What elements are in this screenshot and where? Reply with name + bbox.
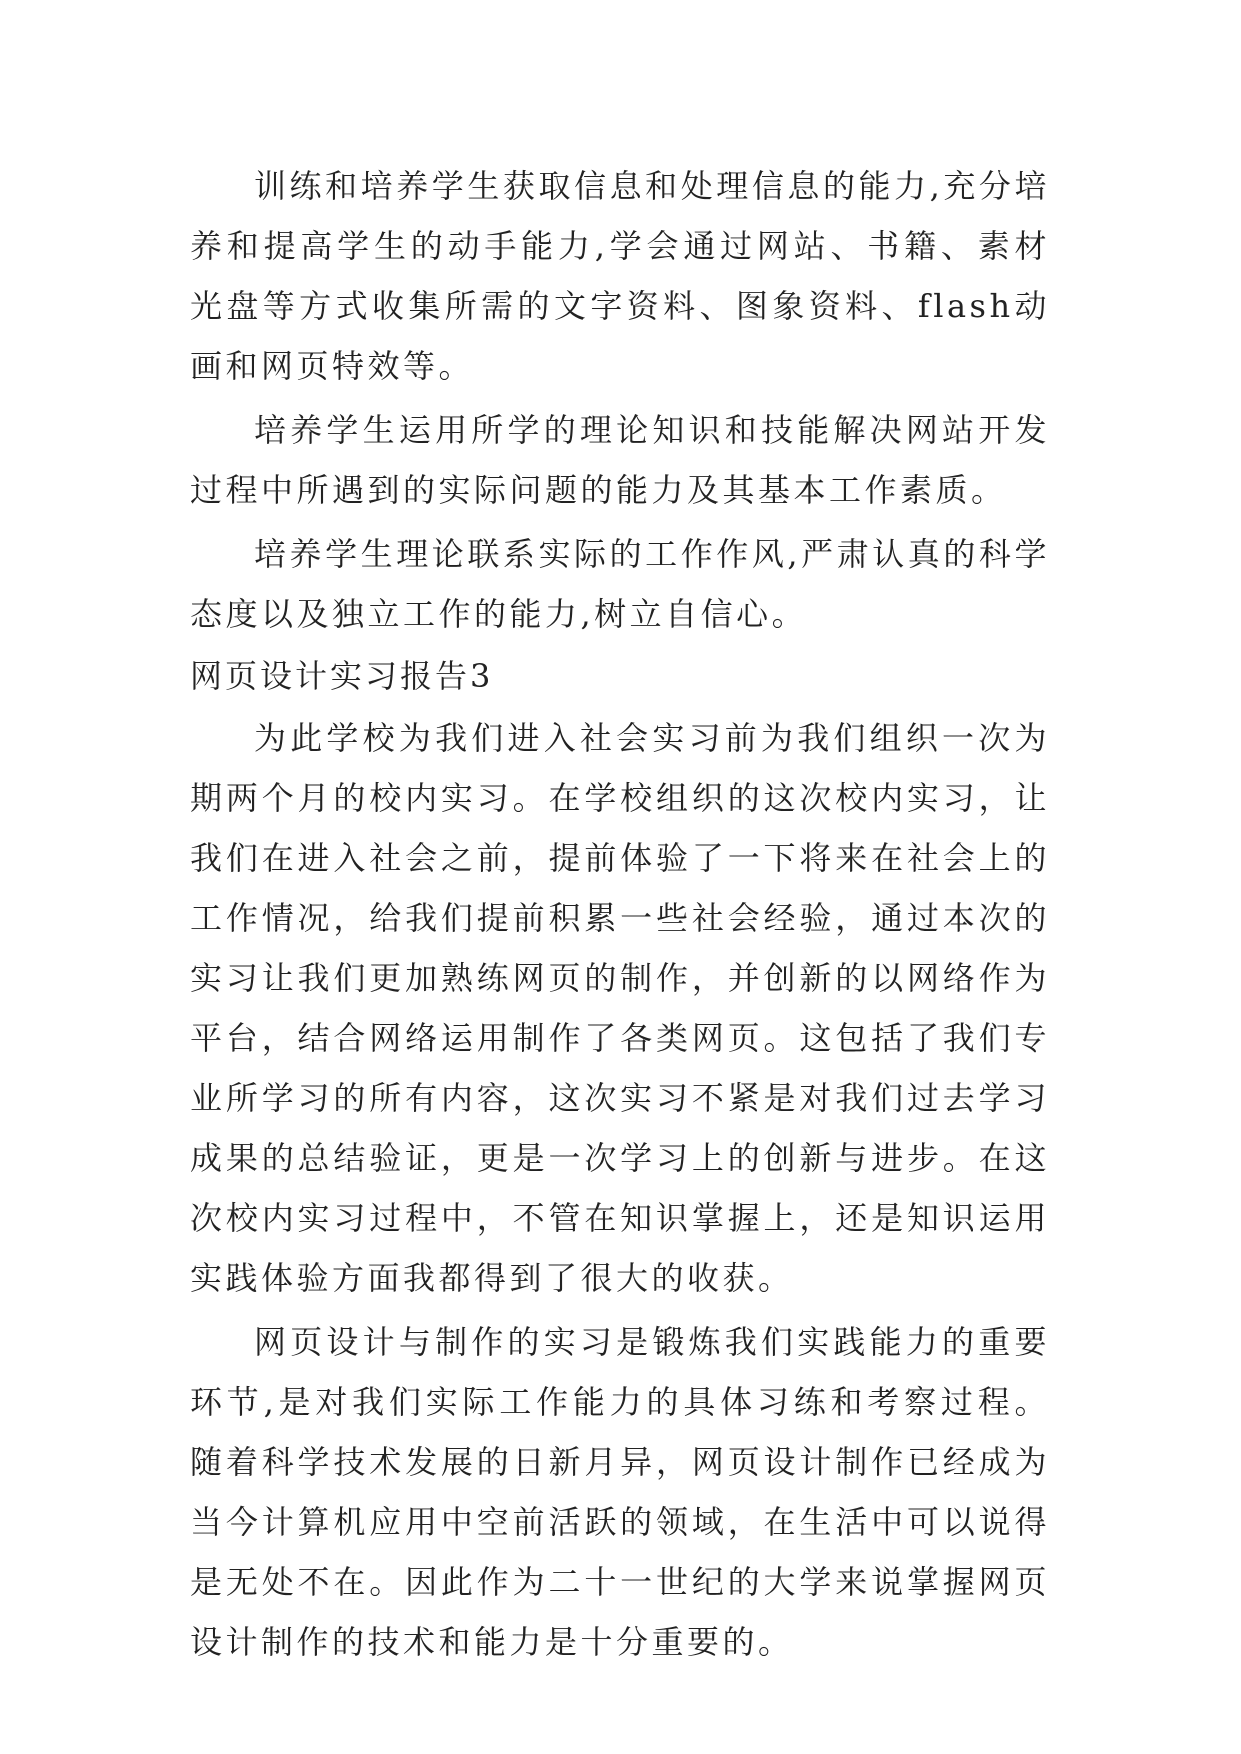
paragraph-problem-solving: 培养学生运用所学的理论知识和技能解决网站开发过程中所遇到的实际问题的能力及其基本工作素质。 — [190, 411, 1050, 509]
paragraph-work-style: 培养学生理论联系实际的工作作风,严肃认真的科学态度以及独立工作的能力,树立自信心。 — [190, 535, 1050, 633]
paragraph-internship-intro: 为此学校为我们进入社会实习前为我们组织一次为期两个月的校内实习。在学校组织的这次校内实习，让我们在进入社会之前，提前体验了一下将来在社会上的工作情况，给我们提前积累一些社会经验，通过本次的实习让我们更加熟练网页的制作，并创新的以网络作为平台，结合网络运用制作了各类网页。这包括了我们专业所学习的所有内容，这次实习不紧是对我们过去学习成果的总结验证，更是一次学习上的创新与进步。在这次校内实习过程中，不管在知识掌握上，还是知识运用实践体验方面我都得到了很大的收获。 — [190, 719, 1050, 1297]
document-body — [190, 156, 1050, 1672]
paragraph-web-design-importance: 网页设计与制作的实习是锻炼我们实践能力的重要环节,是对我们实际工作能力的具体习练和考察过程。随着科学技术发展的日新月异，网页设计制作已经成为当今计算机应用中空前活跃的领域，在生活中可以说得是无处不在。因此作为二十一世纪的大学来说掌握网页设计制作的技术和能力是十分重要的。 — [190, 1323, 1050, 1661]
section-heading: 网页设计实习报告3 — [190, 657, 494, 695]
paragraph-info-skills: 训练和培养学生获取信息和处理信息的能力,充分培养和提高学生的动手能力,学会通过网站、书籍、素材光盘等方式收集所需的文字资料、图象资料、flash动画和网页特效等。 — [190, 167, 1050, 385]
